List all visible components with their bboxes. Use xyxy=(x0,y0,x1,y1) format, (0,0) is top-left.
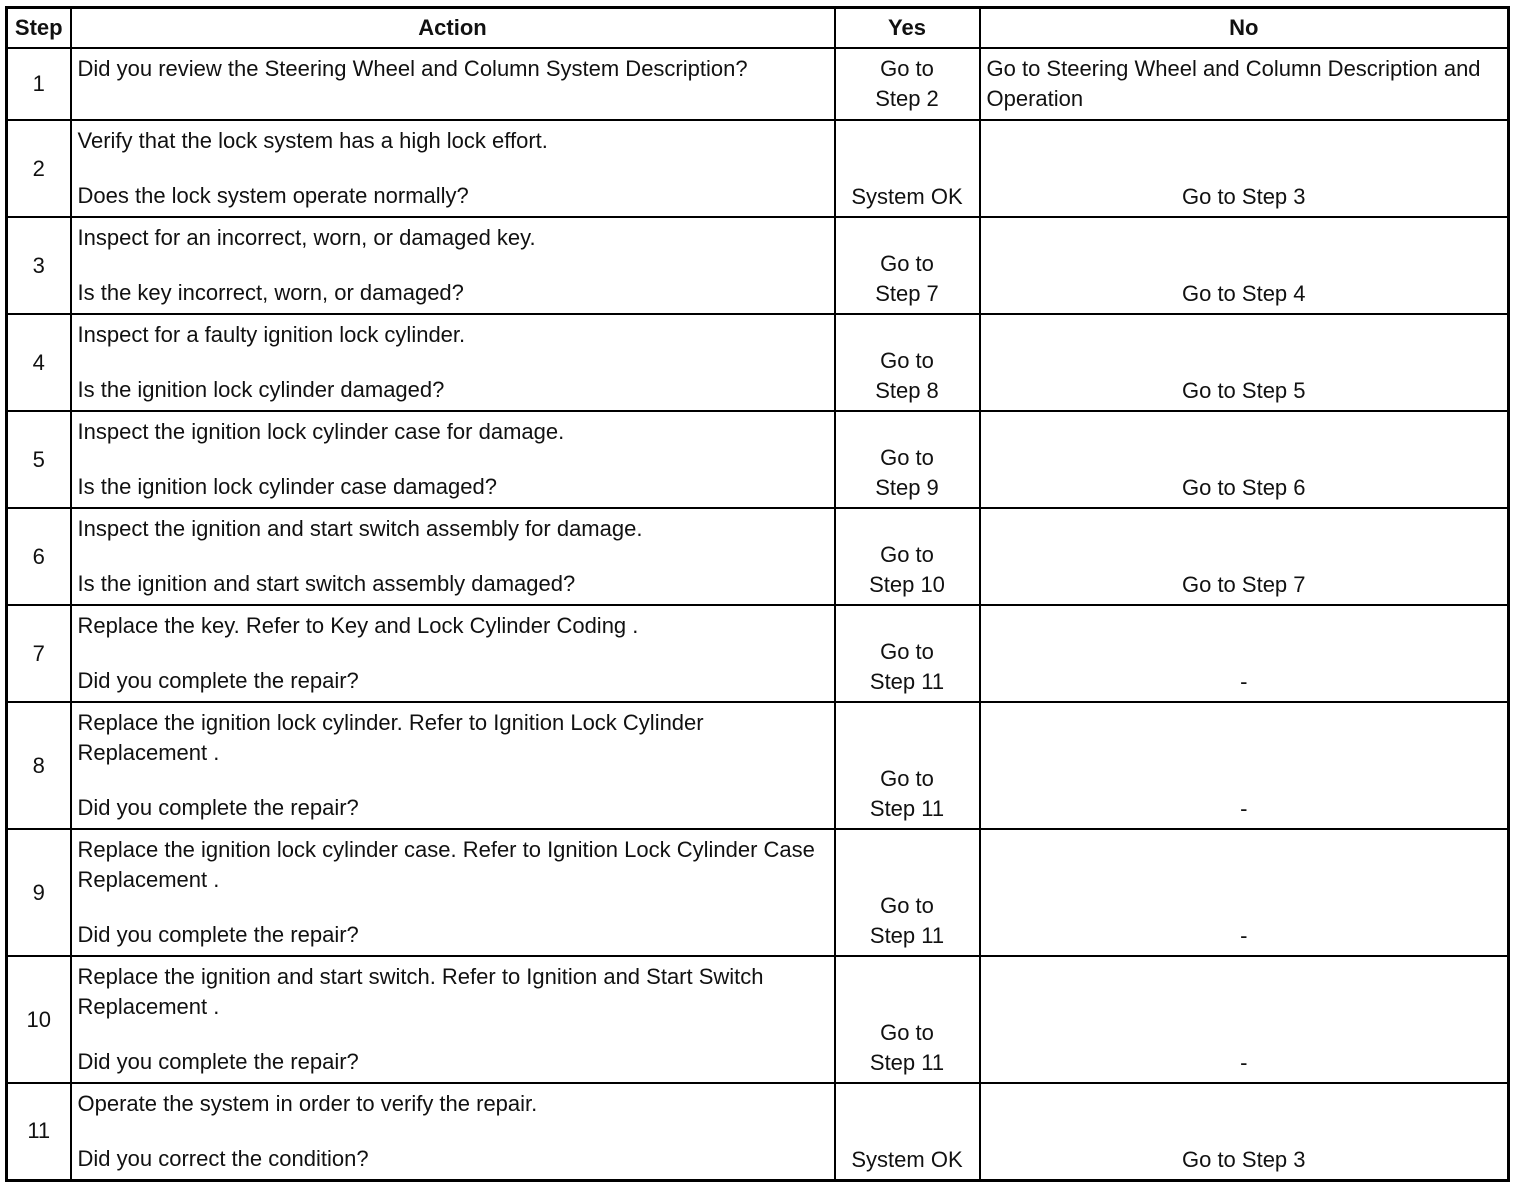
no-cell: - xyxy=(980,702,1509,829)
yes-line1: Go to xyxy=(880,893,934,918)
action-cell xyxy=(71,1083,835,1180)
action-question: Is the ignition and start switch assembly damaged? xyxy=(77,571,576,596)
action-text: Inspect for an incorrect, worn, or damaged key. xyxy=(77,225,536,250)
table-row xyxy=(7,605,1509,702)
action-question: Did you complete the repair? xyxy=(77,795,359,820)
table-row xyxy=(7,702,1509,829)
action-text: Replace the ignition lock cylinder. Refer to Ignition Lock Cylinder Replacement . xyxy=(77,710,704,765)
action-question: Did you complete the repair? xyxy=(77,1049,359,1074)
yes-line1: Go to xyxy=(880,639,934,664)
yes-cell xyxy=(835,956,980,1083)
yes-cell xyxy=(835,1083,980,1180)
table-row xyxy=(7,120,1509,217)
yes-line2: Step 7 xyxy=(875,281,939,306)
action-text: Inspect for a faulty ignition lock cylinder. xyxy=(77,322,466,347)
no-cell: - xyxy=(980,829,1509,956)
no-cell: Go to Step 7 xyxy=(980,508,1509,605)
yes-line2: System OK xyxy=(851,184,963,209)
yes-cell xyxy=(835,314,980,411)
action-question: Did you complete the repair? xyxy=(77,922,359,947)
action-text: Did you review the Steering Wheel and Column System Description? xyxy=(77,56,748,81)
yes-line1: Go to xyxy=(880,445,934,470)
yes-line2: Step 11 xyxy=(869,796,945,821)
table-row xyxy=(7,829,1509,956)
action-question: Did you complete the repair? xyxy=(77,668,359,693)
header-action: Action xyxy=(71,8,835,49)
step-number: 2 xyxy=(7,120,71,217)
step-number: 11 xyxy=(7,1083,71,1180)
yes-cell xyxy=(835,702,980,829)
no-cell: Go to Step 4 xyxy=(980,217,1509,314)
yes-cell xyxy=(835,120,980,217)
header-step: Step xyxy=(7,8,71,49)
action-question: Is the key incorrect, worn, or damaged? xyxy=(77,280,464,305)
no-cell: Go to Steering Wheel and Column Description and Operation xyxy=(980,48,1509,120)
step-number: 3 xyxy=(7,217,71,314)
diagnostic-table xyxy=(5,6,1510,1182)
yes-cell xyxy=(835,829,980,956)
action-text: Replace the ignition and start switch. Refer to Ignition and Start Switch Replacement . xyxy=(77,964,764,1019)
yes-line2: Step 8 xyxy=(875,378,939,403)
table-row xyxy=(7,314,1509,411)
yes-line1: Go to xyxy=(880,251,934,276)
action-cell xyxy=(71,702,835,829)
action-cell xyxy=(71,829,835,956)
table-row xyxy=(7,508,1509,605)
action-text: Verify that the lock system has a high lock effort. xyxy=(77,128,548,153)
yes-line2: Step 11 xyxy=(869,669,945,694)
action-question: Is the ignition lock cylinder case damaged? xyxy=(77,474,497,499)
table-row xyxy=(7,956,1509,1083)
step-number: 5 xyxy=(7,411,71,508)
action-cell xyxy=(71,508,835,605)
action-cell xyxy=(71,411,835,508)
table-header xyxy=(7,8,1509,49)
action-cell xyxy=(71,217,835,314)
yes-line1: Go to xyxy=(880,542,934,567)
yes-line2: Step 10 xyxy=(869,572,945,597)
step-number: 8 xyxy=(7,702,71,829)
action-text: Replace the ignition lock cylinder case. Refer to Ignition Lock Cylinder Case Replacement . xyxy=(77,837,815,892)
step-number: 4 xyxy=(7,314,71,411)
no-cell: - xyxy=(980,605,1509,702)
step-number: 7 xyxy=(7,605,71,702)
action-cell xyxy=(71,120,835,217)
no-cell: Go to Step 6 xyxy=(980,411,1509,508)
table-row xyxy=(7,217,1509,314)
action-question: Is the ignition lock cylinder damaged? xyxy=(77,377,445,402)
action-cell xyxy=(71,48,835,120)
action-cell xyxy=(71,314,835,411)
yes-line1: Go to xyxy=(880,1020,934,1045)
yes-line2: Step 11 xyxy=(869,1050,945,1075)
step-number: 1 xyxy=(7,48,71,120)
yes-line2: Step 11 xyxy=(869,923,945,948)
yes-line2: Step 9 xyxy=(875,475,939,500)
step-number: 6 xyxy=(7,508,71,605)
no-cell: - xyxy=(980,956,1509,1083)
step-number: 9 xyxy=(7,829,71,956)
yes-cell xyxy=(835,508,980,605)
yes-line1: Go to xyxy=(880,56,934,81)
yes-line2: System OK xyxy=(851,1146,963,1172)
yes-cell xyxy=(835,217,980,314)
no-cell: Go to Step 5 xyxy=(980,314,1509,411)
yes-line1: Go to xyxy=(880,766,934,791)
header-no: No xyxy=(980,8,1509,49)
yes-cell xyxy=(835,605,980,702)
action-text: Inspect the ignition and start switch assembly for damage. xyxy=(77,516,643,541)
yes-line1: Go to xyxy=(880,348,934,373)
step-number: 10 xyxy=(7,956,71,1083)
header-row xyxy=(7,8,1509,49)
no-cell: Go to Step 3 xyxy=(980,120,1509,217)
action-question: Does the lock system operate normally? xyxy=(77,183,469,208)
header-yes: Yes xyxy=(835,8,980,49)
table-row xyxy=(7,48,1509,120)
table-row xyxy=(7,411,1509,508)
action-cell xyxy=(71,605,835,702)
action-question: Did you correct the condition? xyxy=(77,1146,369,1171)
action-text: Operate the system in order to verify the repair. xyxy=(77,1091,538,1116)
no-cell: Go to Step 3 xyxy=(980,1083,1509,1180)
yes-cell xyxy=(835,48,980,120)
action-cell xyxy=(71,956,835,1083)
table-row xyxy=(7,1083,1509,1180)
yes-cell xyxy=(835,411,980,508)
action-text: Inspect the ignition lock cylinder case for damage. xyxy=(77,419,565,444)
yes-line2: Step 2 xyxy=(875,86,939,111)
action-text: Replace the key. Refer to Key and Lock Cylinder Coding . xyxy=(77,613,639,638)
table-body xyxy=(7,48,1509,1180)
